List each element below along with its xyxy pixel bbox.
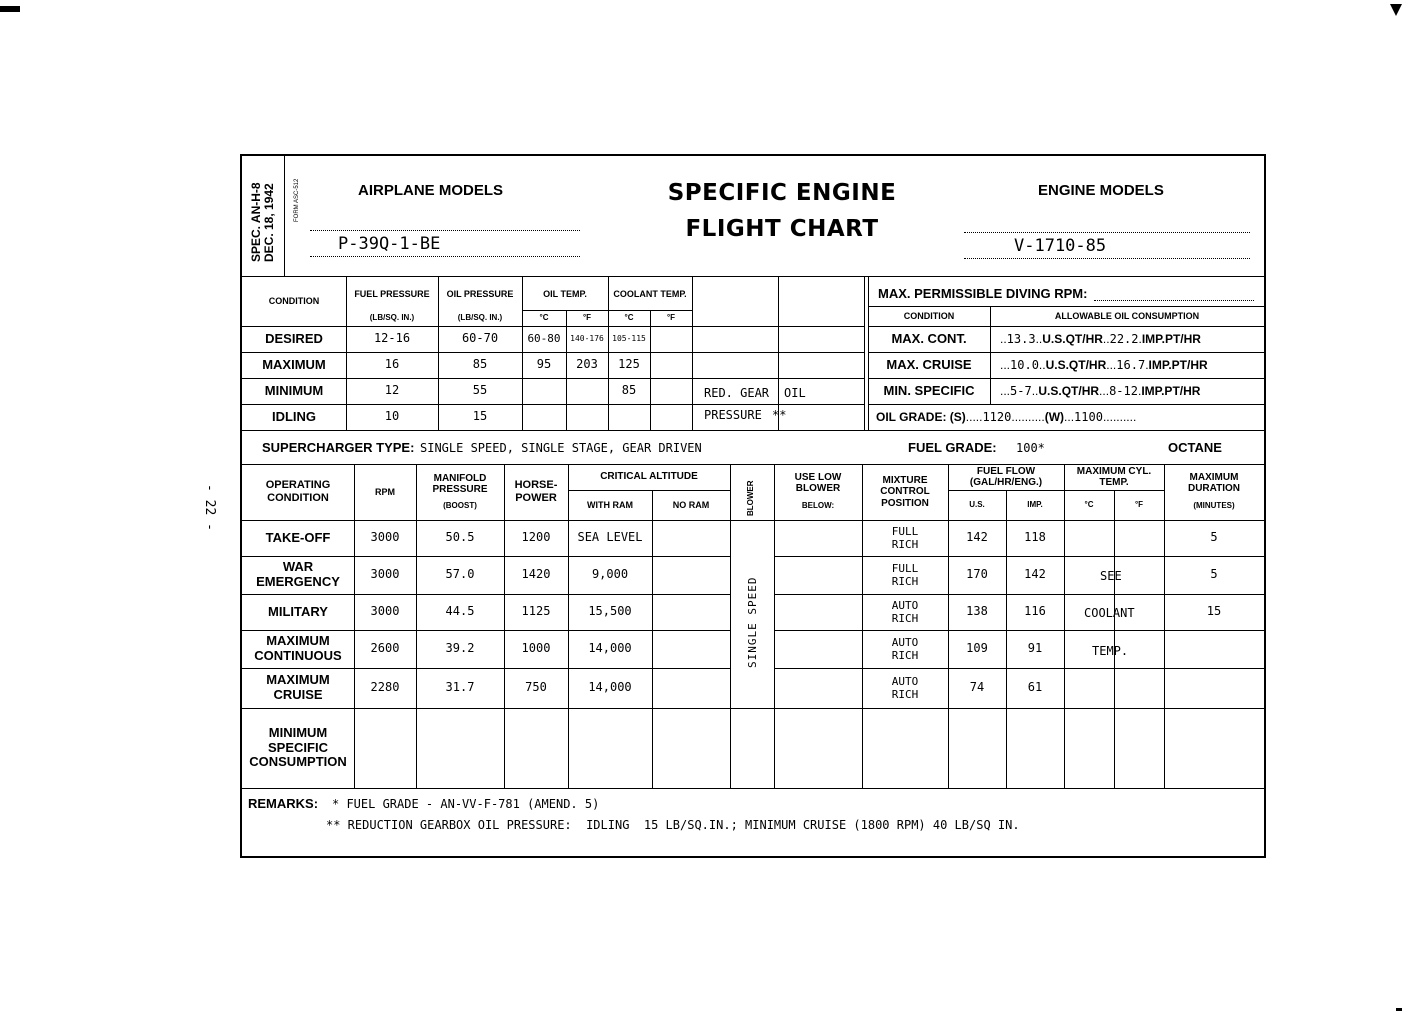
op-row-4-mixture-2: RICH <box>891 688 919 701</box>
op-row-1-alt: 9,000 <box>591 567 629 582</box>
op-row-0-mixture-1: FULL <box>891 525 919 538</box>
flight-chart-form <box>240 154 1266 858</box>
op-row-1-dur: 5 <box>1210 567 1218 582</box>
registration-mark-top-right <box>1390 4 1402 16</box>
op-header-blower: BLOWER <box>746 480 755 516</box>
pt-v6 <box>650 310 651 430</box>
op-row-5-imp <box>1006 708 1064 788</box>
op-row-3-rpm: 2600 <box>370 641 400 656</box>
op-row-5-mp <box>416 708 504 788</box>
pt-v8 <box>778 276 779 430</box>
op-header-imp: IMP. <box>1027 500 1043 510</box>
op-row-3-mp: 39.2 <box>445 641 475 656</box>
op-row-0-cond: TAKE-OFF <box>265 529 331 545</box>
see-label: SEE <box>1100 569 1122 583</box>
op-header-cyl-f: °F <box>1134 500 1144 510</box>
pt-maximum-oil-c: 95 <box>536 357 552 372</box>
engine-models-label: ENGINE MODELS <box>1038 182 1164 199</box>
op-row-3-alt: 14,000 <box>588 641 632 656</box>
op-row-5-rpm <box>354 708 416 788</box>
op-row-1-mixture-1: FULL <box>891 562 919 575</box>
oil-grade-label: OIL GRADE: (S) <box>876 410 966 424</box>
oc-min-specific-us: 5-7 <box>1010 384 1032 398</box>
coolant-label: COOLANT <box>1084 606 1135 620</box>
op-row-5-us <box>948 708 1006 788</box>
op-row-5-alt <box>568 708 652 788</box>
oc-max-cont-values: ..13.3..U.S.QT/HR..22.2.IMP.PT/HR <box>1000 332 1201 346</box>
op-header-mixture: MIXTURE CONTROL POSITION <box>880 474 930 509</box>
pt-header-fuel-unit: (LB/SQ. IN.) <box>369 313 415 323</box>
pt-maximum-oil-f: 203 <box>576 357 598 372</box>
op-row-3-us: 109 <box>966 641 988 656</box>
op-row-5-hp <box>504 708 568 788</box>
op-header-max-duration: MAXIMUM DURATION <box>1187 471 1241 494</box>
op-row-0-dur: 5 <box>1210 530 1218 545</box>
op-row-4-mp: 31.7 <box>445 680 475 695</box>
registration-mark-bottom-right <box>1396 1008 1402 1011</box>
op-row-4-dur <box>1164 668 1264 708</box>
oc-max-cont-us: 13.3 <box>1006 332 1036 346</box>
temp-label: TEMP. <box>1092 644 1129 658</box>
op-header-critical: CRITICAL ALTITUDE <box>600 471 698 483</box>
oil-grade-w-label: (W) <box>1044 410 1065 424</box>
op-header-max-cyl: MAXIMUM CYL. TEMP. <box>1076 465 1152 488</box>
op-row-0-mp: 50.5 <box>445 530 475 545</box>
op-header-fuel-flow: FUEL FLOW (GAL/HR/ENG.) <box>969 465 1043 488</box>
pt-desired-fuel: 12-16 <box>373 331 411 346</box>
pt-desired-oil-f: 140-176 <box>570 334 604 344</box>
op-row-2-alt: 15,500 <box>588 604 632 619</box>
oc-max-cruise-us-unit: U.S.QT/HR <box>1045 358 1107 372</box>
op-row-3-imp: 91 <box>1027 641 1043 656</box>
pt-maximum-cool-c: 125 <box>618 357 640 372</box>
pt-idling-fuel: 10 <box>384 409 400 424</box>
registration-mark-top-left <box>0 6 20 12</box>
spec-block <box>250 182 276 262</box>
pt-v7 <box>692 276 693 430</box>
airplane-dots-1 <box>310 230 580 231</box>
pt-v9 <box>864 276 865 430</box>
op-row-3-mixture-1: AUTO <box>891 636 919 649</box>
op-row-1-mp: 57.0 <box>445 567 475 582</box>
op-row-0-us: 142 <box>966 530 988 545</box>
pt-maximum-fuel: 16 <box>384 357 400 372</box>
op-header-minutes: (MINUTES) <box>1193 501 1235 511</box>
op-header-no-ram: NO RAM <box>672 499 710 510</box>
oc-max-cont-us-unit: U.S.QT/HR <box>1042 332 1103 346</box>
pt-header-fuel: FUEL PRESSURE <box>354 288 430 299</box>
oc-max-cruise-imp: 16.7 <box>1116 358 1146 372</box>
op-header-use-low: USE LOW BLOWER <box>794 471 842 494</box>
pt-header-coolant-temp: COOLANT TEMP. <box>613 288 687 299</box>
op-row-1-cond: WAR EMERGENCY <box>256 559 340 589</box>
pt-row-maximum-label: MAXIMUM <box>262 356 326 372</box>
red-gear-label: RED. GEAR <box>704 386 770 400</box>
page-number: - 22 - <box>201 484 217 531</box>
pt-header-oil-temp: OIL TEMP. <box>543 288 587 299</box>
diving-rpm-label: MAX. PERMISSIBLE DIVING RPM: <box>878 286 1088 301</box>
spec-line-1: SPEC. AN-H-8 <box>249 182 263 262</box>
supercharger-label: SUPERCHARGER TYPE: <box>262 440 415 455</box>
oc-max-cruise-values: ...10.0..U.S.QT/HR...16.7.IMP.PT/HR <box>1000 358 1208 372</box>
oc-header-allowable: ALLOWABLE OIL CONSUMPTION <box>1054 310 1200 321</box>
op-row-3-hp: 1000 <box>521 641 551 656</box>
op-row-2-imp: 116 <box>1024 604 1046 619</box>
op-row-2-cond: MILITARY <box>268 603 328 619</box>
rule-header-bottom <box>242 276 1264 277</box>
op-row-2-mixture <box>862 594 948 630</box>
op-header-cyl-c: °C <box>1084 500 1094 510</box>
op-row-0-imp: 118 <box>1024 530 1046 545</box>
op-row-0-mixture <box>862 520 948 556</box>
oc-max-cruise-us: 10.0 <box>1010 358 1039 372</box>
op-row-2-rpm: 3000 <box>370 604 400 619</box>
spec-divider <box>284 156 285 276</box>
pt-header-cool-f: °F <box>666 313 676 323</box>
op-row-1-mixture-2: RICH <box>891 575 919 588</box>
op-h6 <box>242 788 1264 789</box>
rule-supercharger-top <box>242 430 1264 431</box>
title-line-2: FLIGHT CHART <box>685 216 879 242</box>
pt-header-oil: OIL PRESSURE <box>446 288 514 299</box>
op-row-3-mixture-2: RICH <box>891 649 919 662</box>
op-row-4-us: 74 <box>969 680 985 695</box>
pt-v-gear <box>778 378 779 404</box>
pt-row-idling-label: IDLING <box>271 408 317 424</box>
op-row-2-mixture-2: RICH <box>891 612 919 625</box>
engine-model-value: V-1710-85 <box>1014 236 1107 256</box>
single-speed-label: SINGLE SPEED <box>746 576 759 668</box>
pt-desired-oil: 60-70 <box>461 331 499 346</box>
op-row-4-imp: 61 <box>1027 680 1043 695</box>
pt-header-condition: CONDITION <box>268 295 320 306</box>
pt-header-oil-f: °F <box>582 313 592 323</box>
op-v5 <box>652 490 653 788</box>
oc-min-specific-us-unit: U.S.QT/HR <box>1038 384 1100 398</box>
remarks-label: REMARKS: <box>248 796 319 811</box>
airplane-model-value: P-39Q-1-BE <box>338 234 441 254</box>
pressure-mark: ** <box>772 408 787 422</box>
op-row-1-imp: 142 <box>1024 567 1046 582</box>
pt-row-minimum-label: MINIMUM <box>264 382 324 398</box>
diving-rpm-dots <box>1094 300 1254 301</box>
op-row-5-mixture <box>862 708 948 788</box>
pt-desired-cool-c: 105-115 <box>612 334 646 344</box>
oil-grade-line: OIL GRADE: (S).....1120..........(W)...1100.......... <box>876 410 1137 424</box>
op-row-4-mixture <box>862 668 948 708</box>
op-header-with-ram: WITH RAM <box>587 499 633 510</box>
op-row-1-us: 170 <box>966 567 988 582</box>
oc-header-condition: CONDITION <box>903 310 955 321</box>
oc-row-min-specific: MIN. SPECIFIC <box>883 382 975 398</box>
oil-grade-w: 1100 <box>1074 410 1103 424</box>
supercharger-value: SINGLE SPEED, SINGLE STAGE, GEAR DRIVEN <box>420 441 702 455</box>
op-header-hp: HORSE- POWER <box>514 479 558 504</box>
op-header-us: U.S. <box>969 500 985 510</box>
op-row-3-cond: MAXIMUM CONTINUOUS <box>254 633 342 663</box>
op-row-5-cond: MINIMUM SPECIFIC CONSUMPTION <box>249 724 347 770</box>
op-row-4-cond: MAXIMUM CRUISE <box>266 672 330 702</box>
octane-label: OCTANE <box>1168 440 1222 455</box>
engine-dots-1 <box>964 232 1250 233</box>
form-number: FORM ASC-512 <box>294 178 300 222</box>
spec-line-2: DEC. 18, 1942 <box>262 183 276 262</box>
oil-grade-s: 1120 <box>982 410 1012 424</box>
op-row-4-rpm: 2280 <box>370 680 400 695</box>
oc-row-max-cont: MAX. CONT. <box>891 330 967 346</box>
op-row-3-dur <box>1164 630 1264 668</box>
remarks-line-2: ** REDUCTION GEARBOX OIL PRESSURE: IDLING 15 LB/SQ.IN.; MINIMUM CRUISE (1800 RPM) 40 LB/SQ IN. <box>326 818 1020 832</box>
fuel-grade-value: 100* <box>1016 441 1045 455</box>
pt-header-cool-c: °C <box>624 313 634 323</box>
oc-max-cont-imp: 22.2 <box>1109 332 1139 346</box>
pt-minimum-cool-c: 85 <box>621 383 637 398</box>
op-row-0-rpm: 3000 <box>370 530 400 545</box>
op-v12 <box>1114 490 1115 788</box>
pt-header-oil-unit: (LB/SQ. IN.) <box>457 313 503 323</box>
op-row-3-mixture <box>862 630 948 668</box>
op-row-4-mixture-1: AUTO <box>891 675 919 688</box>
pt-minimum-fuel: 12 <box>384 383 400 398</box>
op-row-2-dur: 15 <box>1206 604 1222 619</box>
op-row-4-alt: 14,000 <box>588 680 632 695</box>
airplane-dots-2 <box>310 256 580 257</box>
oc-max-cruise-imp-unit: IMP.PT/HR <box>1148 358 1208 372</box>
oil-word: OIL <box>784 386 806 400</box>
op-header-condition: OPERATING CONDITION <box>265 479 331 504</box>
op-v6 <box>730 464 731 788</box>
oc-h4 <box>868 404 1264 405</box>
airplane-models-label: AIRPLANE MODELS <box>358 182 504 199</box>
op-row-0-mixture-2: RICH <box>891 538 919 551</box>
op-row-2-mp: 44.5 <box>445 604 475 619</box>
pt-header-oil-c: °C <box>539 313 549 323</box>
oc-max-cont-imp-unit: IMP.PT/HR <box>1141 332 1201 346</box>
op-row-2-mixture-1: AUTO <box>891 599 919 612</box>
oc-row-max-cruise: MAX. CRUISE <box>886 356 972 372</box>
fuel-grade-label: FUEL GRADE: <box>908 440 997 455</box>
engine-dots-2 <box>964 258 1250 259</box>
op-header-below: BELOW: <box>801 501 835 511</box>
op-row-5-dur <box>1164 708 1264 788</box>
op-header-manifold: MANIFOLD PRESSURE <box>432 472 488 495</box>
op-row-2-hp: 1125 <box>521 604 551 619</box>
pt-desired-oil-c: 60-80 <box>527 331 561 345</box>
op-row-0-hp: 1200 <box>521 530 551 545</box>
oc-min-specific-imp: 8-12 <box>1109 384 1138 398</box>
op-header-rpm: RPM <box>375 486 395 497</box>
op-row-1-rpm: 3000 <box>370 567 400 582</box>
pt-row-desired-label: DESIRED <box>265 330 323 346</box>
op-row-1-mixture <box>862 556 948 594</box>
pt-idling-oil: 15 <box>472 409 488 424</box>
pt-maximum-oil: 85 <box>472 357 488 372</box>
pt-minimum-oil: 55 <box>472 383 488 398</box>
op-header-boost: (BOOST) <box>443 501 477 511</box>
oc-min-specific-values: ...5-7..U.S.QT/HR...8-12.IMP.PT/HR <box>1000 384 1201 398</box>
op-row-4-hp: 750 <box>525 680 547 695</box>
remarks-line-1: * FUEL GRADE - AN-VV-F-781 (AMEND. 5) <box>332 797 600 811</box>
op-row-2-us: 138 <box>966 604 988 619</box>
oc-min-specific-imp-unit: IMP.PT/HR <box>1141 384 1201 398</box>
op-row-1-hp: 1420 <box>521 567 551 582</box>
title-line-1: SPECIFIC ENGINE <box>667 180 897 206</box>
op-row-0-alt: SEA LEVEL <box>577 530 643 545</box>
pressure-label: PRESSURE <box>704 408 762 422</box>
